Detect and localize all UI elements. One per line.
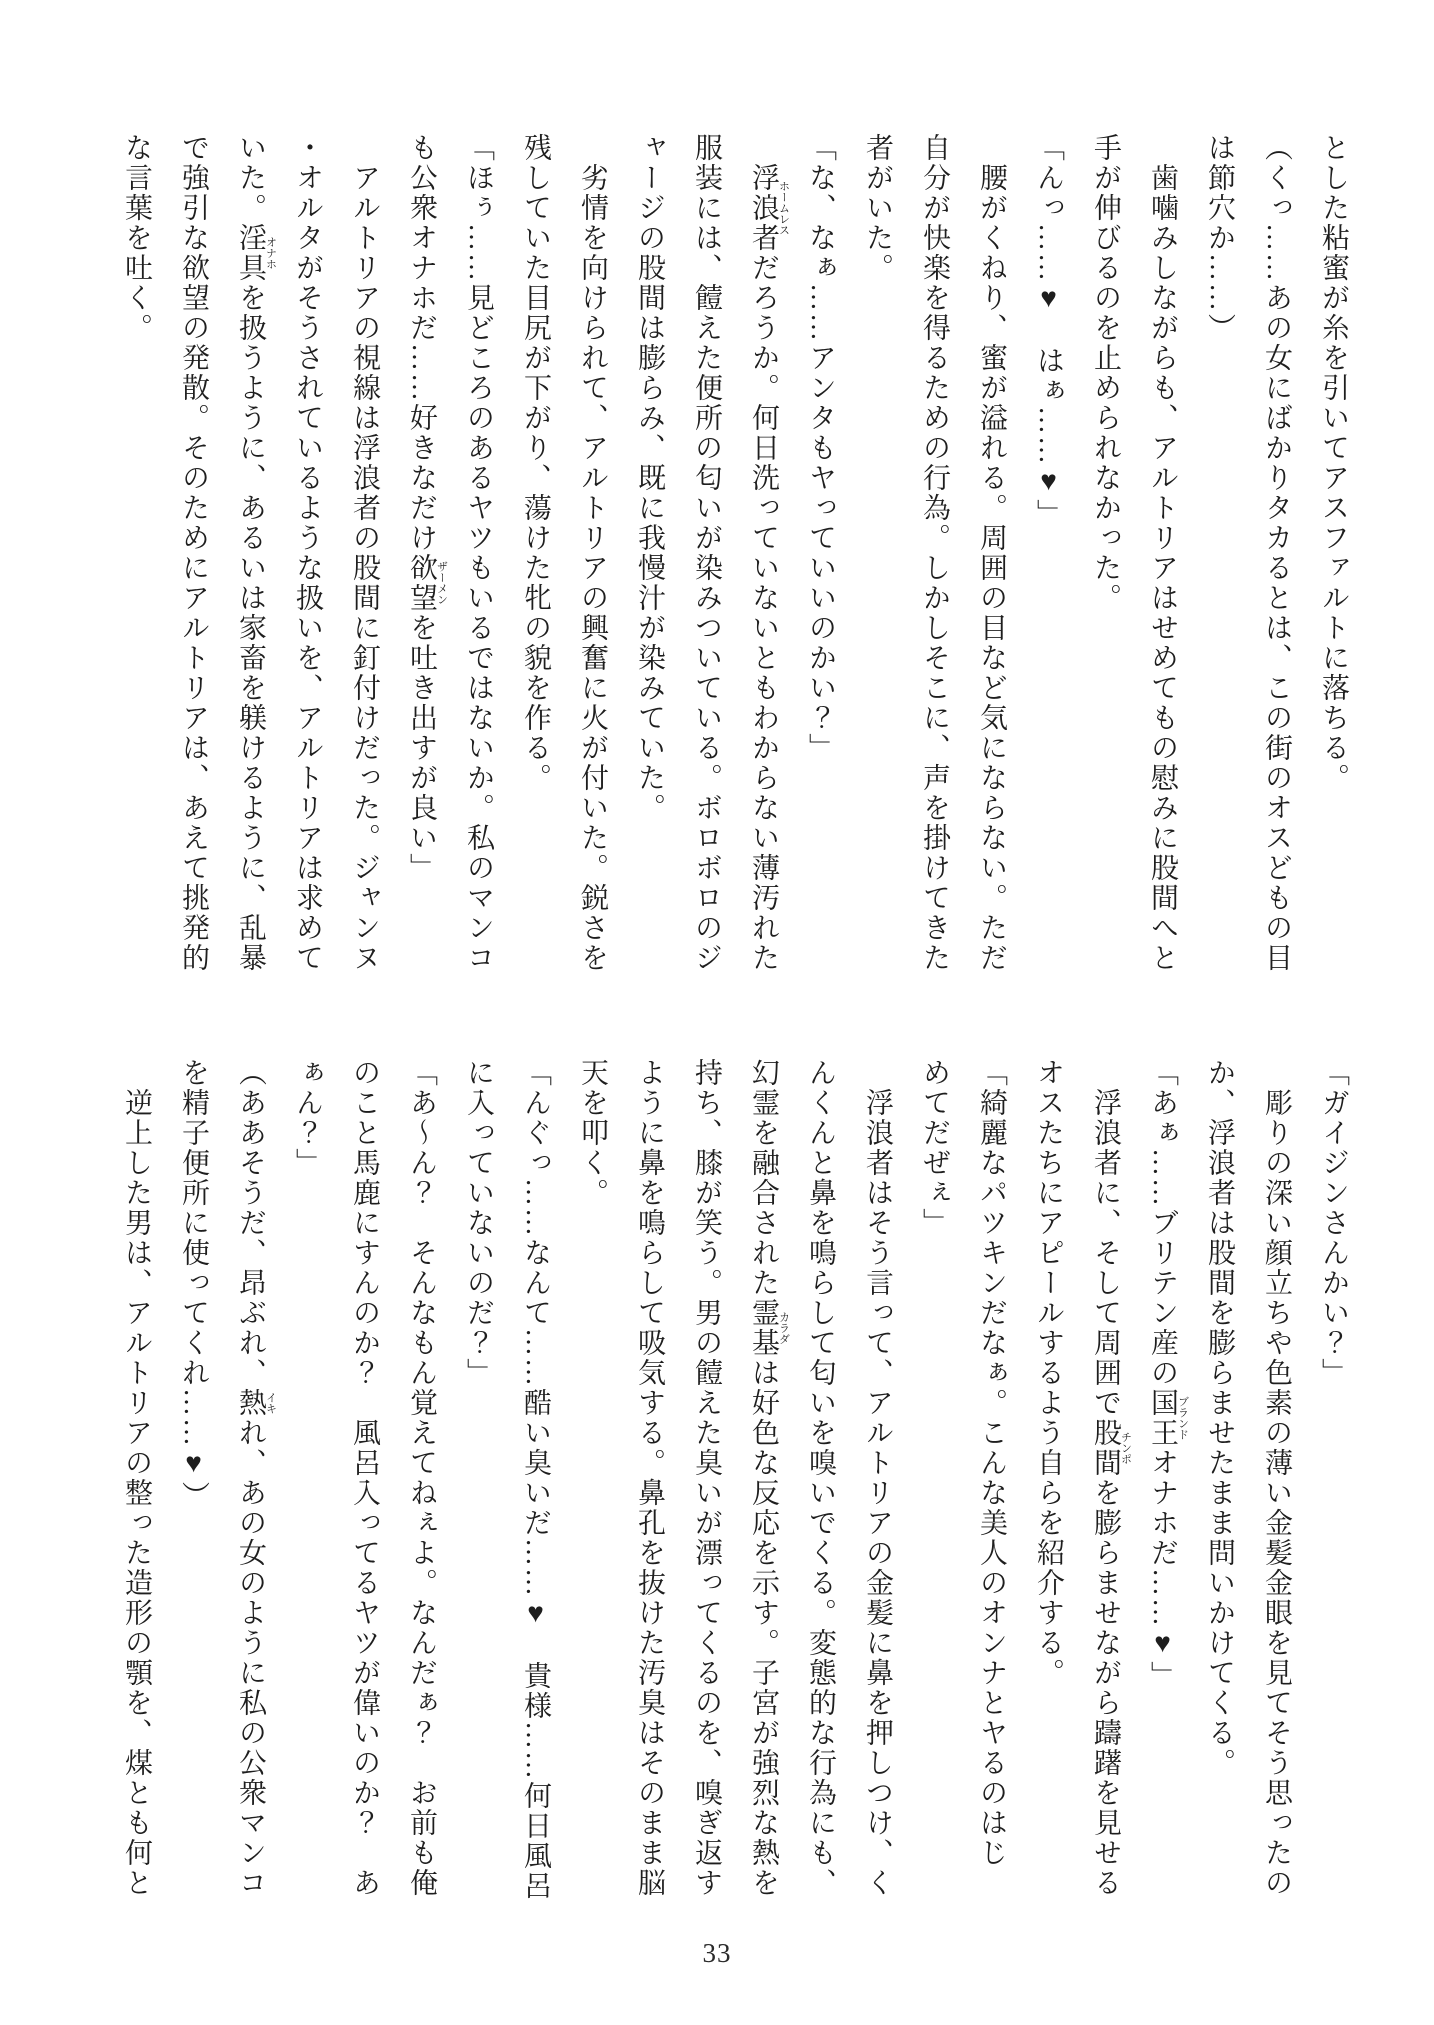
text-column: アルトリアの視線は浮浪者の股間に釘付けだった。ジャンヌ	[349, 163, 380, 973]
text-column: めてだぜぇ」	[919, 1058, 950, 1238]
text-column: 自分が快楽を得るための行為。しかしそこに、声を掛けてきた	[919, 133, 950, 973]
text-column: ャージの股間は膨らみ、既に我慢汁が染みていた。	[634, 133, 665, 823]
text-column: オスたちにアピールするよう自らを紹介する。	[1033, 1058, 1064, 1688]
ruby-annotated-word: 浮浪者ホームレス	[748, 163, 790, 253]
text-column: 「んぐっ……なんて……酷い臭いだ……♥ 貴様……何日風呂	[520, 1058, 551, 1901]
text-column: 浮浪者はそう言って、アルトリアの金髪に鼻を押しつけ、く	[862, 1088, 893, 1898]
ruby-annotated-word: 欲望ザーメン	[406, 553, 448, 613]
text-column: ように鼻を鳴らして吸気する。鼻孔を抜けた汚臭はそのまま脳	[634, 1058, 665, 1898]
text-column: 浮浪者ホームレスだろうか。何日洗っていないともわからない薄汚れた	[748, 163, 790, 973]
text-column: 「な、なぁ……アンタもヤっていいのかい？」	[805, 133, 836, 763]
bottom-text-block	[96, 1058, 1362, 1953]
text-column: で強引な欲望の発散。そのためにアルトリアは、あえて挑発的	[178, 133, 209, 973]
text-column: ぁん？」	[292, 1058, 323, 1178]
text-column: 「あ〜ん？ そんなもん覚えてねぇよ。なんだぁ？ お前も俺	[406, 1058, 437, 1898]
text-column: （くっ……あの女にばかりタカるとは、この街のオスどもの目	[1261, 133, 1292, 973]
text-column: 天を叩く。	[577, 1058, 608, 1208]
text-column: は節穴か……）	[1204, 133, 1235, 343]
text-column: のこと馬鹿にすんのか？ 風呂入ってるヤツが偉いのか？ あ	[349, 1058, 380, 1898]
text-column: 手が伸びるのを止められなかった。	[1090, 133, 1121, 613]
ruby-annotated-word: 国王ブランド	[1147, 1388, 1189, 1448]
text-column: 「ほぅ……見どころのあるヤツもいるではないか。私のマンコ	[463, 133, 494, 973]
text-column: んくんと鼻を鳴らして匂いを嗅いでくる。変態的な行為にも、	[805, 1058, 836, 1898]
text-column: 幻霊を融合された霊基カラダは好色な反応を示す。子宮が強烈な熱を	[748, 1058, 790, 1898]
text-column: 歯噛みしながらも、アルトリアはせめてもの慰みに股間へと	[1147, 163, 1178, 973]
ruby-annotated-word: 股間チンポ	[1090, 1418, 1132, 1478]
text-column: 者がいた。	[862, 133, 893, 283]
page-number: 33	[702, 1938, 732, 1968]
text-column: ・オルタがそうされているような扱いを、アルトリアは求めて	[292, 133, 323, 973]
ruby-annotated-word: 霊基カラダ	[748, 1298, 790, 1358]
text-column: 「綺麗なパツキンだなぁ。こんな美人のオンナとヤるのはじ	[976, 1058, 1007, 1868]
text-column: 彫りの深い顔立ちや色素の薄い金髪金眼を見てそう思ったの	[1261, 1088, 1292, 1898]
text-column: とした粘蜜が糸を引いてアスファルトに落ちる。	[1318, 133, 1349, 793]
text-column: に入っていないのだ？」	[463, 1058, 494, 1388]
text-column: 残していた目尻が下がり、蕩けた牝の貌を作る。	[520, 133, 551, 793]
text-column: な言葉を吐く。	[121, 133, 152, 343]
text-column: 浮浪者に、そして周囲で股間チンポを膨らませながら躊躇を見せる	[1090, 1088, 1132, 1898]
text-column: を精子便所に使ってくれ……♥）	[178, 1058, 209, 1511]
text-column: も公衆オナホだ……好きなだけ欲望ザーメンを吐き出すが良い」	[406, 133, 448, 883]
ruby-annotated-word: 淫具オナホ	[235, 223, 277, 283]
text-column: 持ち、膝が笑う。男の饐えた臭いが漂ってくるのを、嗅ぎ返す	[691, 1058, 722, 1898]
text-column: 「ガイジンさんかい？」	[1318, 1058, 1349, 1388]
text-column: 「んっ……♥ はぁ……♥」	[1033, 133, 1064, 529]
text-column: （ああそうだ、昂ぶれ、熱イキれ、あの女のように私の公衆マンコ	[235, 1058, 277, 1898]
text-column: 服装には、饐えた便所の匂いが染みついている。ボロボロのジ	[691, 133, 722, 973]
text-column: 劣情を向けられて、アルトリアの興奮に火が付いた。鋭さを	[577, 163, 608, 973]
text-column: いた。淫具オナホを扱うように、あるいは家畜を躾けるように、乱暴	[235, 133, 277, 973]
text-column: 逆上した男は、アルトリアの整った造形の顎を、煤とも何と	[121, 1088, 152, 1898]
text-column: か、浮浪者は股間を膨らませたまま問いかけてくる。	[1204, 1058, 1235, 1778]
ruby-annotated-word: 熱イキ	[235, 1388, 277, 1418]
text-column: 「あぁ……ブリテン産の国王ブランドオナホだ……♥」	[1147, 1058, 1189, 1691]
top-text-block	[96, 133, 1362, 1028]
text-column: 腰がくねり、蜜が溢れる。周囲の目など気にならない。ただ	[976, 163, 1007, 973]
